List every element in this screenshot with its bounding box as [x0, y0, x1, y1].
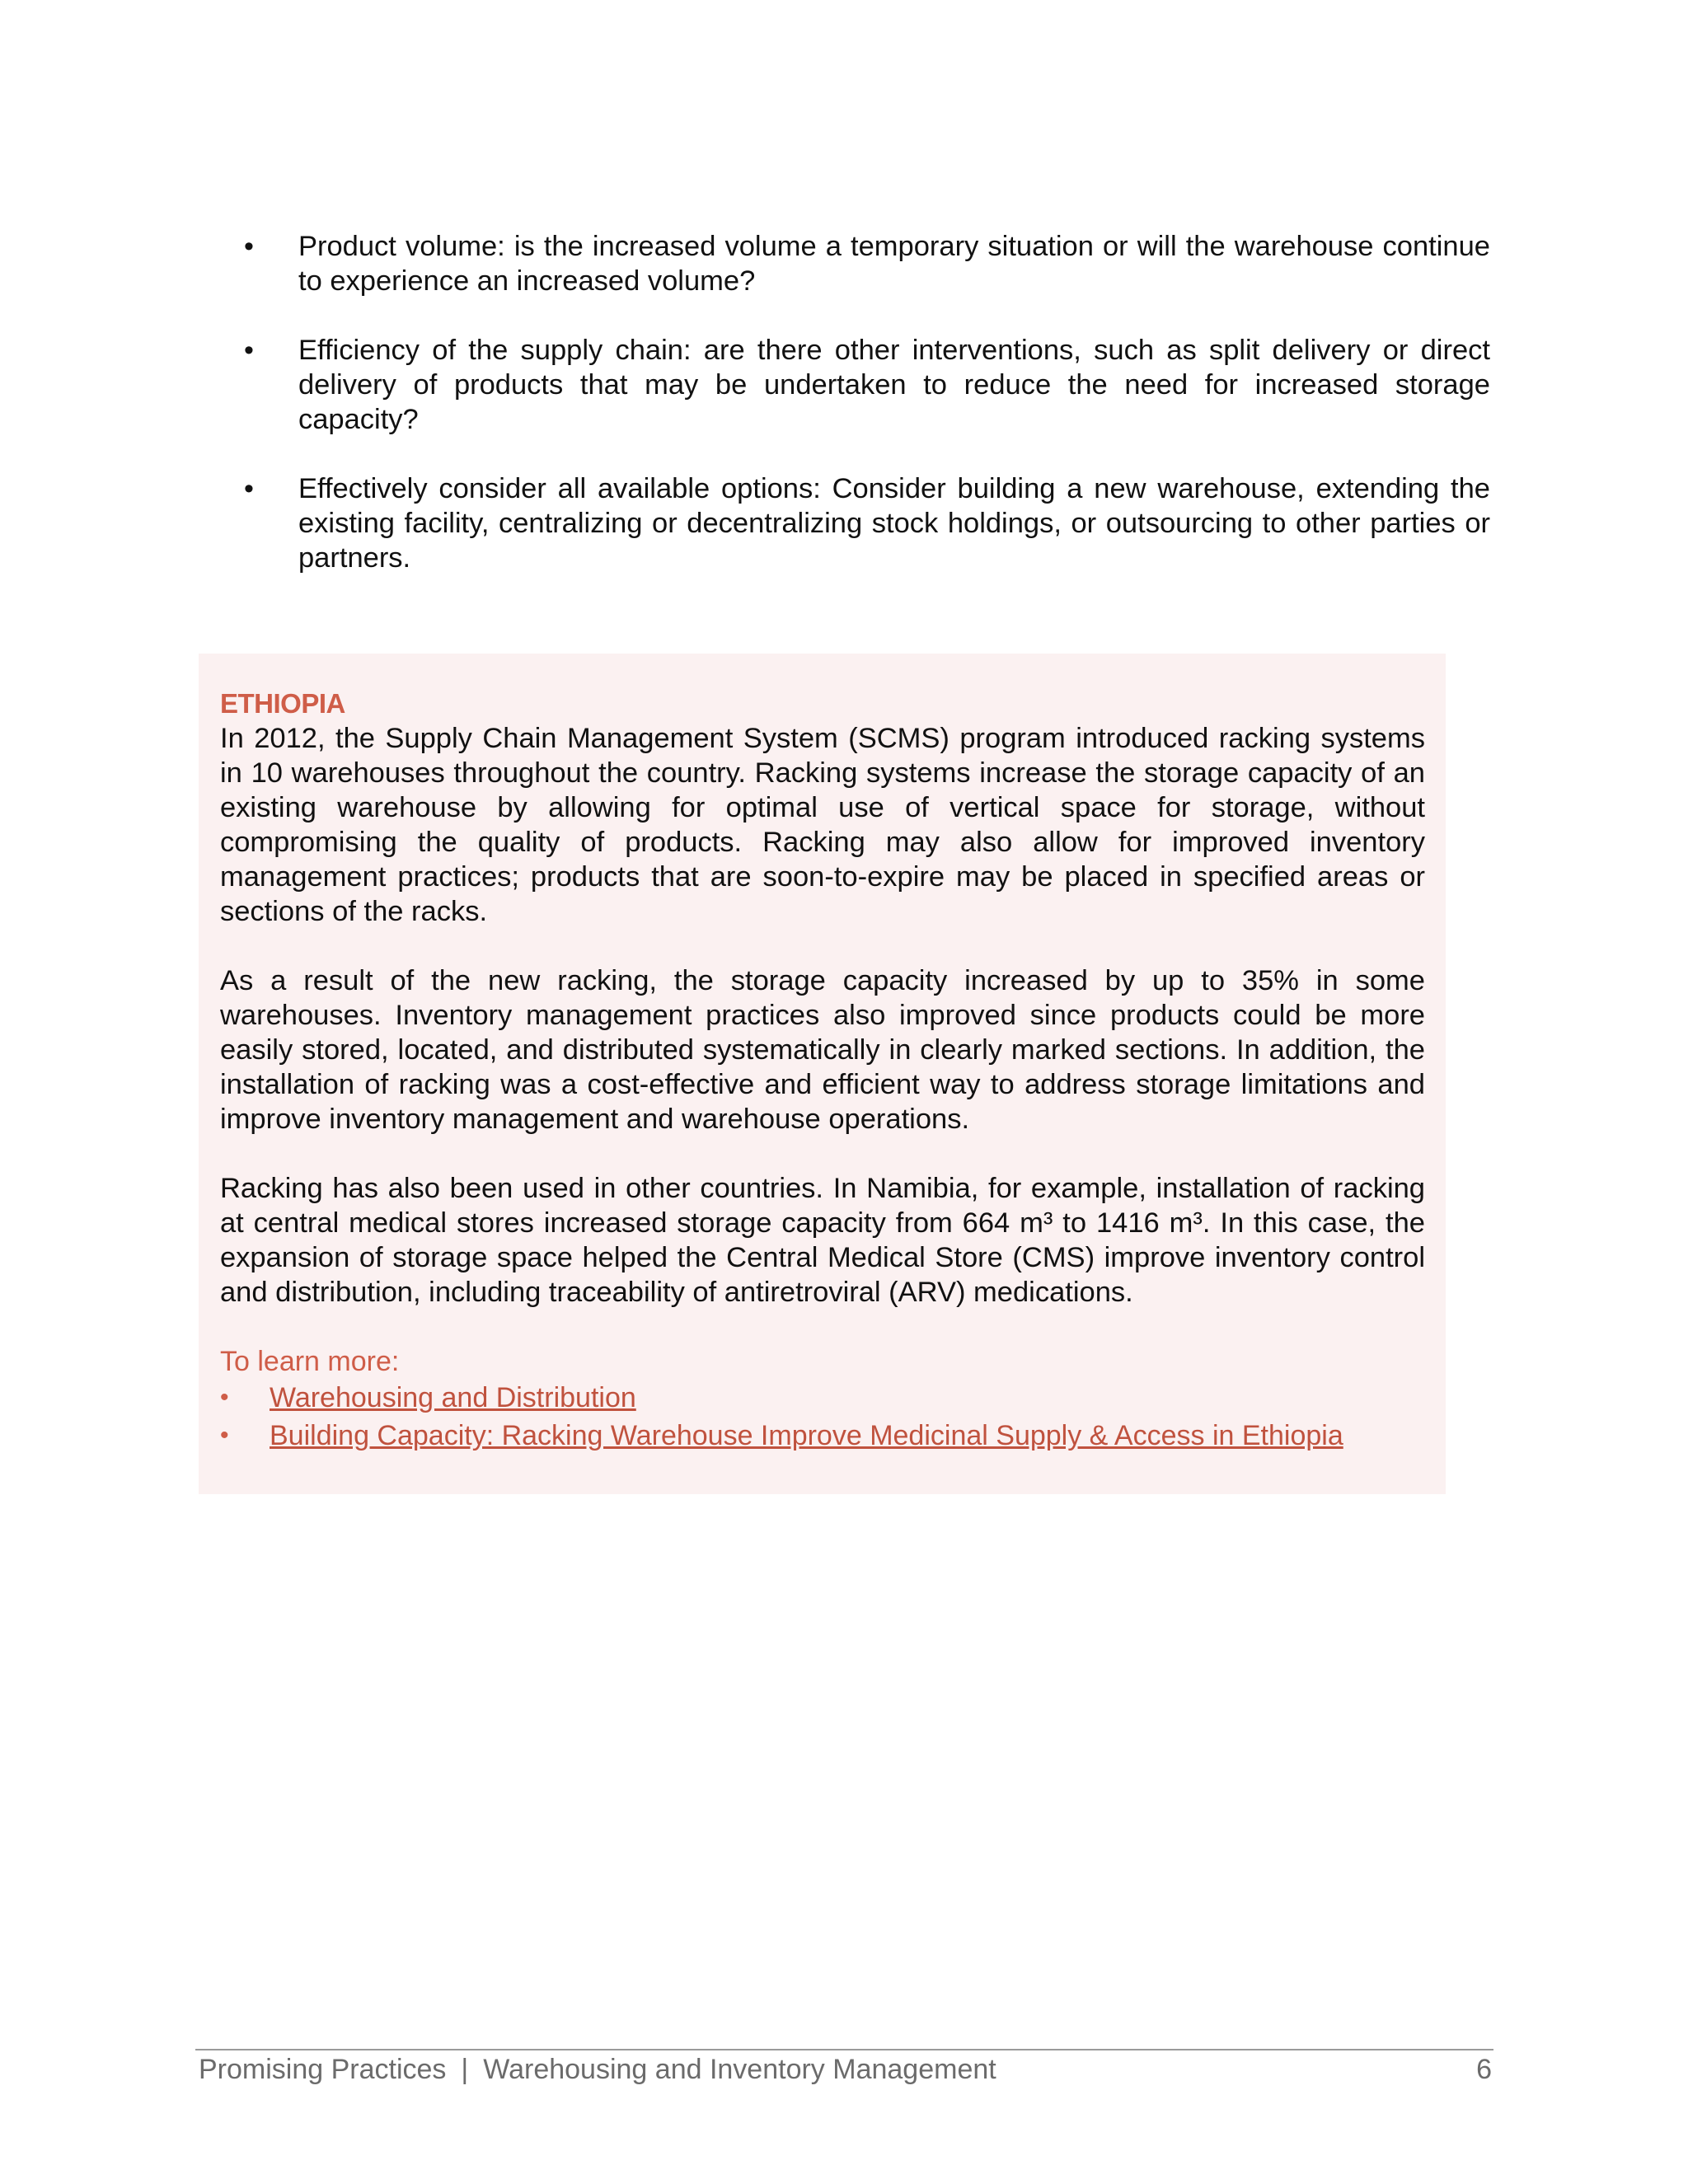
link-warehousing-and-distribution[interactable]: Warehousing and Distribution: [270, 1382, 636, 1413]
footer-series: Promising Practices: [199, 2054, 447, 2085]
footer-divider: [195, 2049, 1493, 2050]
learn-more-links: [220, 1379, 1425, 1455]
page-footer: [199, 2052, 1492, 2087]
case-study-paragraph: Racking has also been used in other countries. In Namibia, for example, installation of racking at central medical stores increased storage capacity from 664 m³ to 1416 m³. In this case, the expansion of storage space helped the Central Medical Store (CMS) improve inventory control and distribution, including traceability of antiretroviral (ARV) medications.: [220, 1173, 1425, 1308]
case-study-heading: ETHIOPIA: [220, 688, 345, 719]
list-item-text: Product volume: is the increased volume a temporary situation or will the warehouse continue to experience an increased volume?: [298, 231, 1490, 297]
bullet-icon: •: [244, 473, 254, 504]
list-item-text: Effectively consider all available options: Consider building a new warehouse, extending the existing facility, centralizing or decentralizing stock holdings, or outsourcing to other parties or partners.: [298, 473, 1490, 574]
bullet-icon: •: [244, 335, 254, 366]
bullet-icon: •: [220, 1384, 229, 1411]
list-item: [220, 1417, 1425, 1455]
learn-more-heading: To learn more:: [220, 1346, 400, 1377]
considerations-list: [244, 229, 1490, 610]
bullet-icon: •: [244, 231, 254, 262]
case-study-paragraph: In 2012, the Supply Chain Management System (SCMS) program introduced racking systems in 10 warehouses throughout the country. Racking systems increase the storage capacity of an existing warehouse by allowing for optimal use of vertical space for storage, without compromising the quality of products. Racking may also allow for improved inventory management practices; products that are soon-to-expire may be placed in specified areas or sections of the racks.: [220, 723, 1425, 927]
list-item: [220, 1379, 1425, 1417]
list-item: [244, 333, 1490, 437]
ethiopia-case-study-box: [199, 654, 1446, 1494]
list-item-text: Efficiency of the supply chain: are there other interventions, such as split delivery or direct delivery of products that may be undertaken to reduce the need for increased storage capacity?: [298, 335, 1490, 435]
case-study-paragraph: As a result of the new racking, the storage capacity increased by up to 35% in some warehouses. Inventory management practices also improved since products could be more easily stored, located, and distributed systematically in clearly marked sections. In addition, the installation of racking was a cost-effective and efficient way to address storage limitations and improve inventory management and warehouse operations.: [220, 965, 1425, 1135]
page-number: 6: [1476, 2054, 1492, 2085]
list-item: [244, 471, 1490, 575]
footer-separator: |: [461, 2054, 469, 2085]
link-building-capacity-racking[interactable]: Building Capacity: Racking Warehouse Improve Medicinal Supply & Access in Ethiopia: [270, 1420, 1343, 1451]
footer-document-title: Warehousing and Inventory Management: [483, 2054, 996, 2085]
list-item: [244, 229, 1490, 298]
footer-title: [199, 2052, 996, 2087]
bullet-icon: •: [220, 1422, 229, 1449]
